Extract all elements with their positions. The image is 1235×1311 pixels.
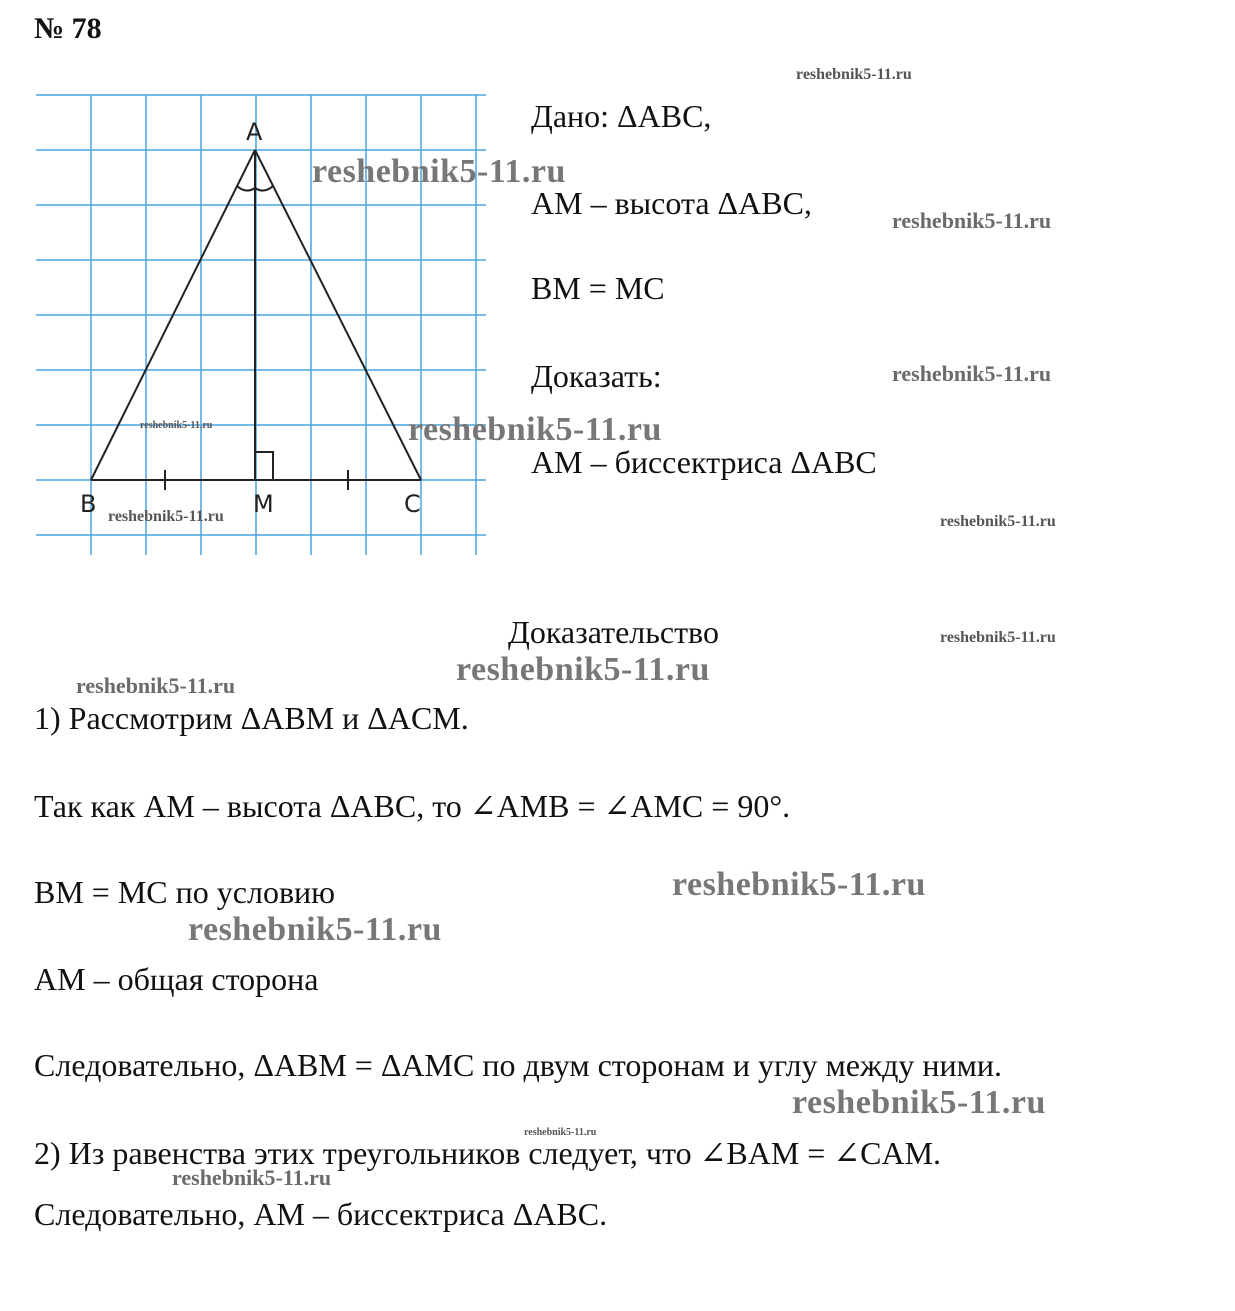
watermark: reshebnik5-11.ru [892, 208, 1052, 233]
watermark: reshebnik5-11.ru [456, 651, 710, 688]
watermark: reshebnik5-11.ru [892, 361, 1052, 386]
vertex-label-b: B [80, 490, 97, 518]
given-line-1: Дано: ΔABC, [531, 98, 712, 134]
watermark: reshebnik5-11.ru [524, 1127, 597, 1138]
proof-heading: Доказательство [508, 614, 719, 650]
watermark: reshebnik5-11.ru [140, 420, 213, 431]
proof-step-5: Следовательно, ΔABM = ΔAMC по двум сторонам и углу между ними. [34, 1047, 1002, 1083]
watermark: reshebnik5-11.ru [108, 508, 224, 525]
given-line-2: AM – высота ΔABC, [531, 185, 812, 221]
proof-step-3: BM = MC по условию [34, 874, 336, 910]
proof-step-2: Так как AM – высота ΔABC, то ∠AMB = ∠AMC = 90°. [34, 788, 791, 824]
watermark: reshebnik5-11.ru [792, 1084, 1046, 1121]
watermark: reshebnik5-11.ru [796, 66, 912, 83]
watermark: reshebnik5-11.ru [312, 153, 566, 190]
watermark: reshebnik5-11.ru [940, 513, 1056, 530]
proof-step-4: AM – общая сторона [34, 961, 319, 997]
given-line-3: BM = MC [531, 270, 665, 306]
prove-label: Доказать: [531, 358, 662, 394]
watermark: reshebnik5-11.ru [408, 411, 662, 448]
watermark: reshebnik5-11.ru [940, 629, 1056, 646]
watermark: reshebnik5-11.ru [188, 911, 442, 948]
proof-step-7: Следовательно, AM – биссектриса ΔABC. [34, 1196, 608, 1232]
vertex-label-a: A [246, 118, 263, 146]
prove-statement: AM – биссектриса ΔABC [531, 444, 877, 480]
watermark: reshebnik5-11.ru [172, 1165, 332, 1190]
vertex-label-c: C [404, 490, 421, 518]
watermark: reshebnik5-11.ru [672, 866, 926, 903]
vertex-label-m: M [253, 490, 274, 518]
proof-step-6: 2) Из равенства этих треугольников следует, что ∠BAM = ∠CAM. [34, 1135, 942, 1171]
problem-number: № 78 [34, 12, 102, 45]
watermark: reshebnik5-11.ru [76, 673, 236, 698]
right-angle-mark [255, 452, 273, 480]
triangle-lines [91, 150, 421, 490]
proof-step-1: 1) Рассмотрим ΔABM и ΔACM. [34, 700, 469, 736]
